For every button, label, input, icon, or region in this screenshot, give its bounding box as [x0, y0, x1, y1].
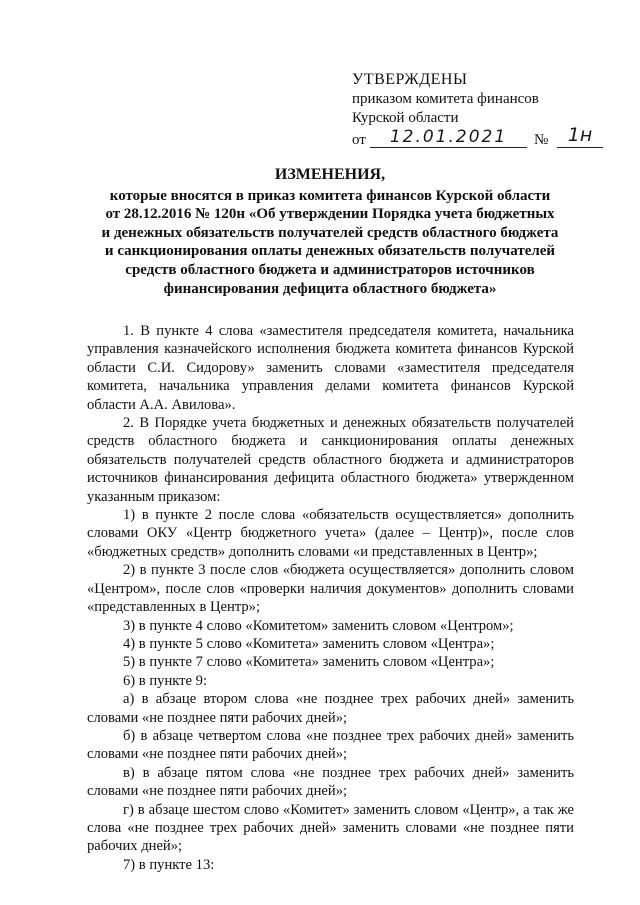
heading-line: и денежных обязательств получателей средств областного бюджета [101, 224, 559, 241]
approval-line-1: приказом комитета финансов [352, 91, 539, 107]
approval-date-line [352, 124, 612, 150]
approval-block [352, 70, 612, 150]
handwritten-date: 12.01.2021 [370, 128, 527, 148]
heading-line: и санкционирования оплаты денежных обязательств получателей [104, 243, 556, 260]
body-paragraph: г) в абзаце шестом слово «Комитет» заменить словом «Центр», а так же слова «не позднее трех рабочих дней» заменить словами «не позднее пяти рабочих дней»; [87, 801, 574, 855]
body-paragraph: 1. В пункте 4 слова «заместителя председателя комитета, начальника управления казначейского исполнения бюджета комитета финансов Курской области С.И. Сидорову» заменить словами «заместителя председателя комитета, начальника управления делами комитета финансов Курской области А.А. Авилова». [87, 323, 574, 413]
handwritten-number: 1н [557, 126, 603, 148]
heading-line: от 28.12.2016 № 120н «Об утверждении Порядка учета бюджетных [105, 206, 555, 223]
heading-title: ИЗМЕНЕНИЯ, [274, 166, 386, 183]
document-heading [60, 166, 600, 298]
body-paragraph: 4) в пункте 5 слово «Комитета» заменить словом «Центра»; [123, 635, 495, 652]
from-label: от [352, 132, 366, 148]
body-paragraph: а) в абзаце втором слова «не позднее трех рабочих дней» заменить словами «не позднее пяти рабочих дней»; [87, 691, 574, 726]
approval-title: УТВЕРЖДЕНЫ [352, 71, 468, 88]
body-paragraph: 5) в пункте 7 слово «Комитета» заменить словом «Центра»; [123, 654, 495, 671]
body-paragraph: б) в абзаце четвертом слова «не позднее трех рабочих дней» заменить словами «не позднее пяти рабочих дней»; [87, 727, 574, 763]
body-paragraph: 6) в пункте 9: [123, 672, 208, 689]
body-paragraph: 7) в пункте 13: [123, 856, 215, 873]
body-paragraph: 2) в пункте 3 после слов «бюджета осуществляется» дополнить словом «Центром», после слов «проверки наличия документов» дополнить словами «представленных в Центр»; [87, 562, 574, 616]
body-paragraph: в) в абзаце пятом слова «не позднее трех рабочих дней» заменить словами «не позднее пяти рабочих дней»; [87, 764, 574, 800]
body-paragraph: 2. В Порядке учета бюджетных и денежных обязательств получателей средств областного бюджета и санкционирования оплаты денежных обязательств получателей средств областного бюджета и администраторов источников финансирования дефицита областного бюджета» утвержденном указанным приказом: [87, 415, 574, 505]
body-paragraph: 1) в пункте 2 после слова «обязательств осуществляется» дополнить словами ОКУ «Центр бюджетного учета» (далее – Центр)», после слов «бюджетных средств» дополнить словами «и представленных в Центр»; [87, 507, 574, 560]
number-label: № [534, 132, 549, 148]
approval-line-2: Курской области [352, 110, 459, 126]
heading-line: финансирования дефицита областного бюджета» [163, 280, 497, 297]
heading-line: которые вносятся в приказ комитета финансов Курской области [109, 187, 551, 204]
heading-line: средств областного бюджета и администраторов источников [125, 261, 535, 278]
document-body [87, 322, 574, 874]
body-paragraph: 3) в пункте 4 слово «Комитетом» заменить словом «Центром»; [123, 617, 514, 634]
